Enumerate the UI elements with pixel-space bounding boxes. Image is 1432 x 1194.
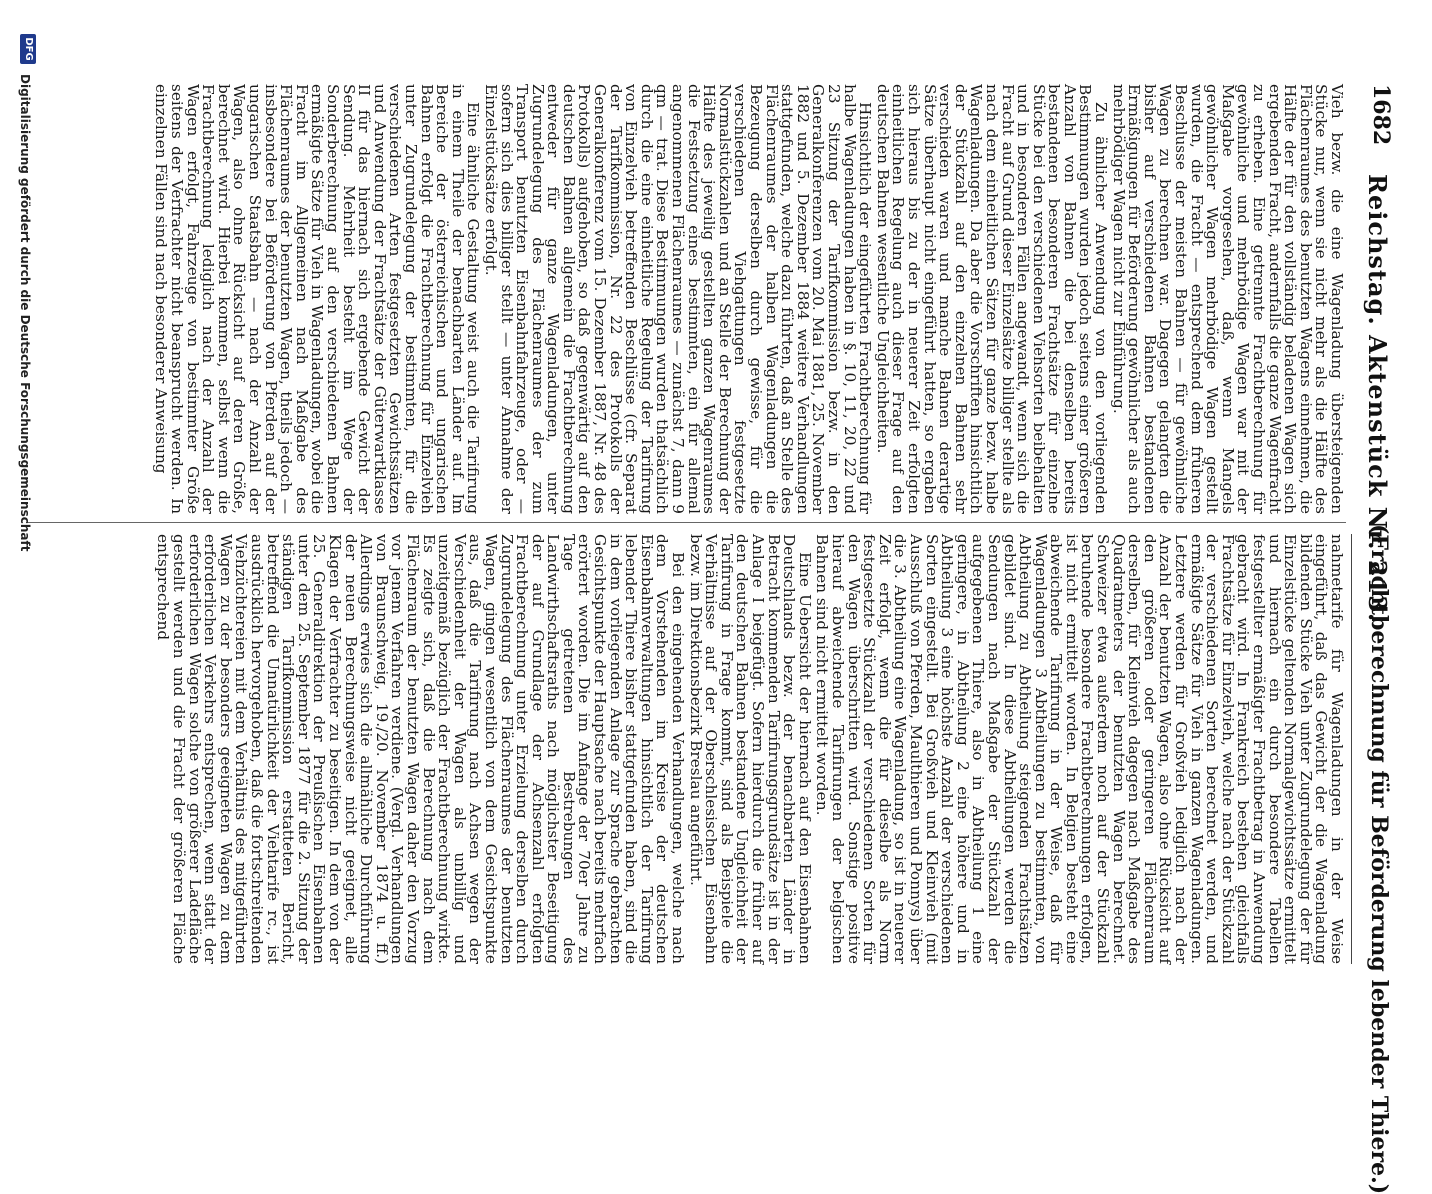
header-left-title: Reichstag. Aktenstück Nr. 213.: [1363, 174, 1392, 623]
paragraph: Zu ähnlicher Anwendung von den vorliegenden Bestimmungen wurden jedoch seitens einer größeren Anzahl von Bahnen die bei denselben bereits bestandenen besonderen Frachtsätze für einzelne Stücke bei den verschiedenen Viehsorten beibehalten und in besonderen Fällen angewandt, wenn sich die Fracht auf Grund dieser Einzelsätze billiger stellte als nach dem einheitlichen Sätzen für ganze bezw. halbe Wagenladungen. Da aber die Vorschriften hinsichtlich der Stückzahl auf den einzelnen Bahnen sehr verschieden waren und manche Bahnen derartige Sätze überhaupt nicht eingeführt hatten, so ergaben sich hieraus bis zu der in neuerer Zeit erfolgten einheitlichen Regelung auch dieser Frage auf den deutschen Bahnen wesentliche Ungleichheiten.: [873, 84, 1111, 514]
header-right-title: (Frachtberechnung für Beförderung lebender Thiere.): [1366, 524, 1392, 1194]
left-column: [14, 84, 1344, 514]
paragraph: Hinsichtlich der eingeführten Frachtberechnung für halbe Wagenladungen haben in §. 10, 11, 20, 22 und 23 Sitzung der Tarifkommission bezw. in den Generalkonferenzen vom 20. Mai 1881, 25. November 1882 und 5. Dezember 1884 weitere Verhandlungen stattgefunden, welche dazu führten, daß an Stelle des Flächenraumes der halben Wagenladungen die Bezeugung derselben durch gewisse, für die verschiedenen Viehgattungen festgesetzte Normalstückzahlen und an Stelle der Berechnung der Hälfte des jeweilig gestellten ganzen Wagenraumes die Festsetzung eines bestimmten, ein für allemal angenommenen Flächenraumes — zunächst 7, dann 9 qm — trat. Diese Bestimmungen wurden thatsächlich durch die eine einheitliche Regelung der Tarifirung von Einzelvieh betreffenden Beschlüsse (cfr. Separat der Tarifkommission, Nr. 22 des Protokolls der Generalkonferenz vom 15. Dezember 1887, Nr. 48 des Protokolls) aufgehoben, so daß gegenwärtig auf den deutschen Bahnen allgemein die Frachtberechnung entweder für ganze Wagenladungen, unter Zugrundelegung des Flächenraumes der zum Transport benutzten Eisenbahnfahrzeuge, oder — sofern sich dies billiger stellt — unter Annahme der Einzelstücksätze erfolgt.: [481, 84, 875, 514]
paragraph: Bei den eingehenden Verhandlungen, welche nach dem Vorstehenden im Kreise der deutschen Eisenbahnverwaltungen hinsichtlich der Tarifirung lebender Thiere bisher stattgefunden haben, sind die in dem vorliegenden Anlage zur Sprache gebrachten Gesichtspunkte der Hauptsache nach bereits mehrfach erörtert worden. Die im Anfange der 70er Jahre zu Tage getretenen Bestrebungen des Landwirthschaftsraths nach möglichster Beseitigung der auf Grundlage der Achsenzahl erfolgten Frachtberechnung unter Erzielung derselben durch Zugrundelegung des Flächenraumes der benutzten Wagen, gingen wesentlich von dem Gesichtspunkte aus, daß die Tarifirung nach Achsen wegen der Verschiedenheit der Wagen als unbillig und unzeitgemäß bezüglich der Frachtberechnung wirkte. Es zeigte sich, daß die Berechnung nach dem Flächenraum der benutzten Wagen daher den Vorzug vor jenem Verfahren verdiene. (Vergl. Verhandlungen von Braunschweig, 19./20. November 1874 u. ff.) Allerdings erwies sich die allmähliche Durchführung der neuen Berechnungsweise nicht geeignet, alle Klagen der Verfrachter zu beseitigen. In dem von der 25. Generaldirektion der Preußischen Eisenbahnen unter dem 25. September 1877 für die 2. Sitzung der ständigen Tarifkommission erstatteten Bericht, betreffend die Unnatürlichkeit der Viehtarife rc., ist ausdrücklich hervorgehoben, daß die fortschreitenden Viehzüchtereien mit dem Verhältnis des mitgeführten Wagen zu der besonders geeigneten Wagen zu dem erforderlichen Verkehrs entsprechen, wenn statt der erforderlichen Wagen solche von größerer Ladefläche gestellt werden und die Fracht der größeren Fläche entsprechend: [154, 534, 688, 964]
digitization-notice: Digitalisierung gefördert durch die Deutsche Forschungsgemeinschaft: [18, 74, 32, 552]
column-divider: [26, 522, 1346, 523]
page-header: [1362, 84, 1432, 1194]
paragraph: nahmetarife für Wagenladungen in der Weise eingeführt, daß das Gewicht der die Wagenladung bildenden Stücke Vieh unter Zugrundelegung der für Einzelstücke geltenden Normalgewichtssätze ermittelt und hiernach ein durch besondere Tabellen festgestellter ermäßigter Frachtbetrag in Anwendung gebracht wird. In Frankreich bestehen gleichfalls Frachtsätze für Einzelvieh, welche nach der Stückzahl der verschiedenen Sorten berechnet werden, und ermäßigte Sätze für Vieh in ganzen Wagenladungen. Letztere werden für Großvieh lediglich nach der Anzahl der benutzten Wagen, also ohne Rücksicht auf den größeren oder geringeren Flächenraum derselben, für Kleinvieh dagegen nach Maßgabe des Quadratmeters der benutzten Wagen berechnet. Schweizer etwa außerdem noch auf der Stückzahl beruhende besondere Frachtberechnungen erfolgen, ist nicht ermittelt worden. In Belgien besteht eine abweichende Tarifirung in der Weise, daß für Wagenladungen 3 Abtheilungen zu bestimmten, von Abtheilung zu Abtheilung steigenden Frachtsätzen gebildet sind. In diese Abtheilungen werden die Sendungen nach Maßgabe der Stückzahl der aufgegebenen Thiere, also in Abtheilung 1 eine geringere, in Abtheilung 2 eine höhere und in Abtheilung 3 eine höchste Anzahl der verschiedenen Sorten eingestellt. Bei Großvieh und Kleinvieh (mit Ausschluß von Pferden, Maulthieren und Ponnys) über die 3. Abtheilung eine Wagenladung, so ist in neuerer Zeit erfolgt, wenn die für dieselbe als Norm festgesetzte Stückzahl der verschiedenen Sorten für den Wagen überschritten wird. Sonstige positive hierauf abweichende Tarifirungen der belgischen Bahnen sind nicht ermittelt worden.: [813, 534, 1346, 964]
dfg-logo-icon: DFG: [20, 34, 36, 64]
digitization-footer: [10, 37, 40, 990]
right-header-rule: [1351, 534, 1352, 964]
right-column: [14, 534, 1344, 964]
page-number: 1682: [1368, 84, 1394, 146]
paragraph: Vieh bezw. die eine Wagenladung übersteigenden Stücke nur, wenn sie nicht mehr als die Hälfte des Flächenraumes des benutzten Wagens einnehmen, die Hälfte der für den vollständig beladenen Wagen sich ergebenden Fracht, andernfalls die ganze Wagenfracht zu erheben. Eine getrennte Frachtberechnung für gewöhnliche und mehrbödige Wagen war mit der Maßgabe vorgesehen, daß, wenn Mangels gewöhnlicher Wagen mehrbödige Wagen gestellt wurden, die Fracht — entsprechend dem früheren Beschlusse der meisten Bahnen — für gewöhnliche Wagen zu berechnen war. Dagegen gelangten die bisher auf verschiedenen Bahnen bestandenen Ermäßigungen für Beförderung gewöhnlicher als auch mehrbödiger Wagen nicht zur Einführung.: [1109, 84, 1346, 514]
paragraph: Eine ähnliche Gestaltung weist auch die Tarifirung in einem Theile der benachbarten Länder auf. Im Bereiche der österreichischen und ungarischen Bahnen erfolgt die Frachtberechnung für Einzelvieh unter Zugrundelegung der bestimmten, für die verschiedenen Arten festgesetzten Gewichtssätzen und Anwendung der Frachtsätze der Güterwartklasse II für das hiernach sich ergebende Gewicht der Sendung. Mehrheit besteht im Wege der Sonderberechnung auf den verschiedenen Bahnen ermäßigte Sätze für Vieh in Wagenladungen, wobei die Fracht im Allgemeinen nach Maßgabe des Flächenraumes der benutzten Wagen, theils jedoch — insbesondere bei Beförderung von Pferden auf der ungarischen Staatsbahn — nach der Anzahl der Wagen, also ohne Rücksicht auf deren Größe, berechnet wird. Hierbei kommen, selbst wenn die Frachtberechnung lediglich nach der Anzahl der Wagen erfolgt, Fahrzeuge von bestimmter Größe seitens der Verfrachter nicht beansprucht werden. In einzelnen Fällen sind nach besonderer Anweisung: [152, 84, 483, 514]
paragraph: Eine Uebersicht der hiernach auf den Eisenbahnen Deutschlands bezw. der benachbarten Länder in Betracht kommenden Tarifirungsgrundsätze ist in der Anlage I beigefügt. Sofern hierdurch die früher auf den deutschen Bahnen bestandene Ungleichheit der Tarifirung in Frage kommt, sind als Beispiele die Verhältnisse auf der Oberschlesischen Eisenbahn bezw. im Direktionsbezirk Breslau angeführt.: [686, 534, 814, 964]
